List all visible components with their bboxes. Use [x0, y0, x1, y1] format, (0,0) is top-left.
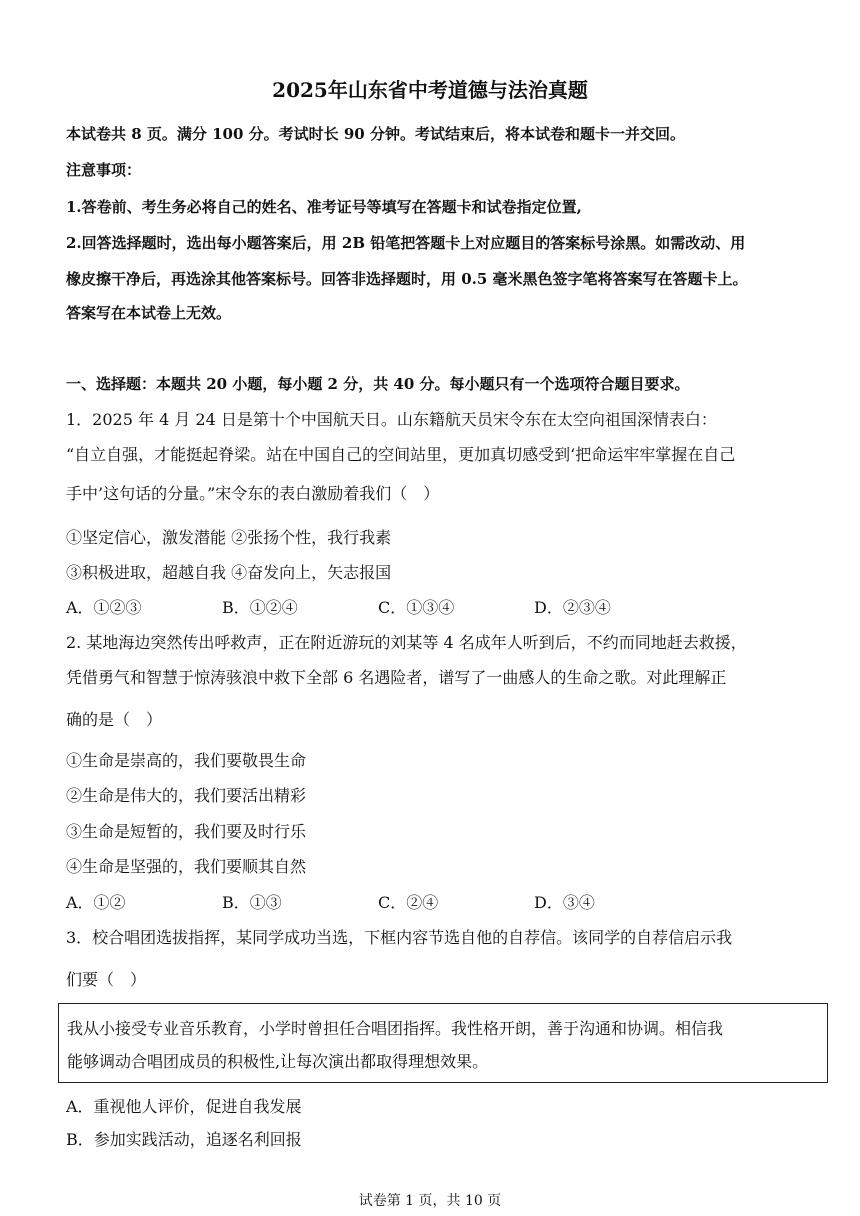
- q2-line-1: 2. 某地海边突然传出呼救声，正在附近游玩的刘某等 4 名成年人听到后，不约而同地赶去救援，: [66, 633, 747, 652]
- q2-line-2: 凭借勇气和智慧于惊涛骇浪中救下全部 6 名遇险者，谱写了一曲感人的生命之歌。对此理解正: [66, 668, 727, 687]
- q1-options: [66, 598, 611, 618]
- page-title: 2025年山东省中考道德与法治真题: [272, 78, 588, 102]
- section-heading: 一、选择题：本题共 20 小题，每小题 2 分，共 40 分。每小题只有一个选项符合题目要求。: [66, 375, 690, 393]
- note-2-line-1: 2.回答选择题时，选出每小题答案后，用 2B 铅笔把答题卡上对应题目的答案标号涂黑。如需改动、用: [66, 234, 746, 252]
- q1-line-2: “自立自强，才能挺起脊梁。站在中国自己的空间站里，更加真切感受到‘把命运牢牢掌握在自己: [66, 445, 736, 464]
- q2-option-c: C．②④: [378, 893, 439, 912]
- q2-option-a: A．①②: [66, 893, 126, 912]
- q1-items-2: ③积极进取，超越自我 ④奋发向上，矢志报国: [66, 563, 392, 582]
- page-footer: 试卷第 1 页，共 10 页: [358, 1193, 502, 1209]
- q1-option-b: B．①②④: [222, 598, 298, 617]
- exam-intro: 本试卷共 8 页。满分 100 分。考试时长 90 分钟。考试结束后，将本试卷和题卡一并交回。: [66, 125, 685, 143]
- q3-box-line-1: 我从小接受专业音乐教育，小学时曾担任合唱团指挥。我性格开朗，善于沟通和协调。相信我: [67, 1019, 724, 1038]
- notes-heading: 注意事项：: [66, 161, 142, 179]
- q3-line-1: 3．校合唱团选拔指挥，某同学成功当选，下框内容节选自他的自荐信。该同学的自荐信启示我: [66, 928, 733, 947]
- note-1: 1.答卷前、考生务必将自己的姓名、准考证号等填写在答题卡和试卷指定位置,: [66, 198, 582, 216]
- q3-line-2: 们要（ ）: [66, 970, 147, 989]
- q3-option-a: A．重视他人评价，促进自我发展: [66, 1097, 302, 1116]
- q2-item-4: ④生命是坚强的，我们要顺其自然: [66, 857, 307, 876]
- q3-excerpt-box: [58, 1003, 828, 1083]
- q1-items-1: ①坚定信心，激发潜能 ②张扬个性，我行我素: [66, 528, 392, 547]
- q1-option-a: A．①②③: [66, 598, 142, 617]
- note-2-line-2: 橡皮擦干净后，再选涂其他答案标号。回答非选择题时，用 0.5 毫米黑色签字笔将答案写在答题卡上。: [66, 270, 748, 288]
- q2-options: [66, 893, 595, 913]
- q2-item-3: ③生命是短暂的，我们要及时行乐: [66, 822, 307, 841]
- q1-option-d: D．②③④: [534, 598, 611, 617]
- q2-option-d: D．③④: [534, 893, 595, 912]
- q3-option-b: B．参加实践活动，追逐名利回报: [66, 1130, 302, 1149]
- q2-option-b: B．①③: [222, 893, 282, 912]
- q2-item-1: ①生命是崇高的，我们要敬畏生命: [66, 751, 307, 770]
- q1-line-3: 手中’这句话的分量。”宋令东的表白激励着我们（ ）: [66, 484, 440, 503]
- q2-item-2: ②生命是伟大的，我们要活出精彩: [66, 786, 307, 805]
- note-2-line-3: 答案写在本试卷上无效。: [66, 304, 232, 322]
- q1-option-c: C．①③④: [378, 598, 455, 617]
- q3-box-line-2: 能够调动合唱团成员的积极性,让每次演出都取得理想效果。: [67, 1052, 489, 1071]
- q2-line-3: 确的是（ ）: [66, 710, 163, 729]
- q1-line-1: 1．2025 年 4 月 24 日是第十个中国航天日。山东籍航天员宋令东在太空向祖国深情表白：: [66, 410, 717, 429]
